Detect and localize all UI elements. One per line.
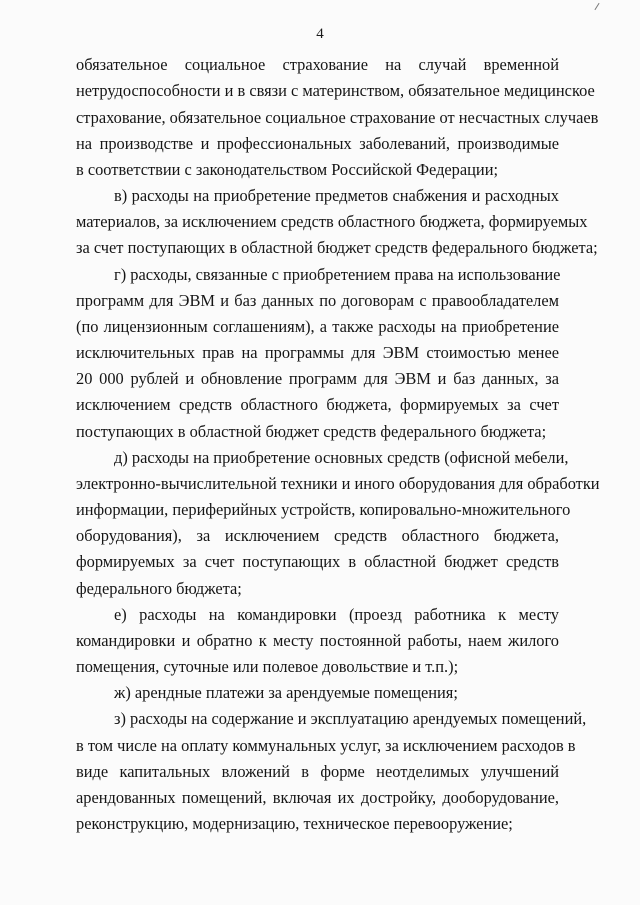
text-line: электронно-вычислительной техники и иного оборудования для обработки	[76, 474, 600, 493]
scan-mark	[594, 3, 599, 10]
text-line: исключением средств областного бюджета, формируемых за счет	[76, 395, 559, 414]
text-line: командировки и обратно к месту постоянной работы, наем жилого	[76, 631, 559, 650]
text-line: реконструкцию, модернизацию, техническое перевооружение;	[76, 814, 513, 833]
text-line: г) расходы, связанные с приобретением права на использование	[114, 265, 561, 284]
text-line: (по лицензионным соглашениям), а также расходы на приобретение	[76, 317, 559, 336]
text-line: помещения, суточные или полевое довольствие и т.п.);	[76, 657, 459, 676]
text-line: виде капитальных вложений в форме неотделимых улучшений	[76, 762, 559, 781]
text-line: материалов, за исключением средств областного бюджета, формируемых	[76, 212, 588, 231]
text-line: информации, периферийных устройств, копировально-множительного	[76, 500, 571, 519]
text-line: в) расходы на приобретение предметов снабжения и расходных	[114, 186, 559, 205]
text-line: поступающих в областной бюджет средств федерального бюджета;	[76, 422, 547, 441]
text-line: д) расходы на приобретение основных средств (офисной мебели,	[114, 448, 569, 467]
text-line: оборудования), за исключением средств областного бюджета,	[76, 526, 559, 545]
text-line: на производстве и профессиональных заболеваний, производимые	[76, 134, 559, 153]
text-line: исключительных прав на программы для ЭВМ стоимостью менее	[76, 343, 559, 362]
text-line: з) расходы на содержание и эксплуатацию арендуемых помещений,	[114, 709, 587, 728]
text-line: в том числе на оплату коммунальных услуг, за исключением расходов в	[76, 736, 576, 755]
text-line: е) расходы на командировки (проезд работника к месту	[114, 605, 559, 624]
text-line: в соответствии с законодательством Российской Федерации;	[76, 160, 499, 179]
page-number: 4	[316, 26, 324, 42]
text-line: страхование, обязательное социальное страхование от несчастных случаев	[76, 108, 599, 127]
text-line: арендованных помещений, включая их достройку, дооборудование,	[76, 788, 559, 807]
text-line: ж) арендные платежи за арендуемые помещения;	[114, 683, 458, 702]
text-line: федерального бюджета;	[76, 579, 242, 598]
text-line: нетрудоспособности и в связи с материнством, обязательное медицинское	[76, 81, 595, 100]
text-line: за счет поступающих в областной бюджет средств федерального бюджета;	[76, 238, 598, 257]
text-line: обязательное социальное страхование на случай временной	[76, 55, 559, 74]
text-line: 20 000 рублей и обновление программ для ЭВМ и баз данных, за	[76, 369, 559, 388]
text-line: программ для ЭВМ и баз данных по договорам с правообладателем	[76, 291, 559, 310]
text-line: формируемых за счет поступающих в областной бюджет средств	[76, 552, 559, 571]
